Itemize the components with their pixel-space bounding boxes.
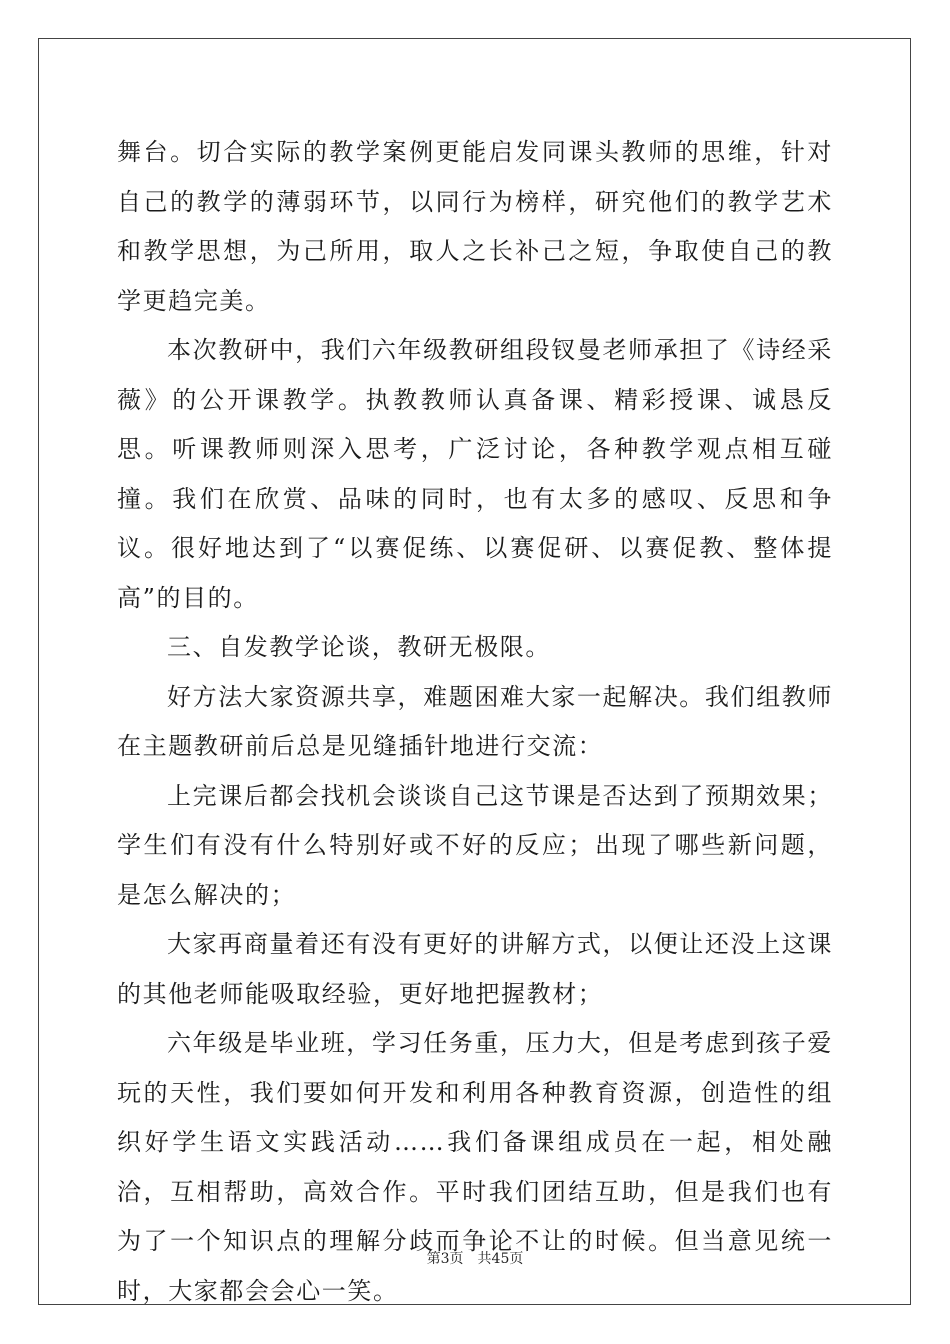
paragraph-5: 上完课后都会找机会谈谈自己这节课是否达到了预期效果；学生们有没有什么特别好或不好的反应；出现了哪些新问题，是怎么解决的； bbox=[117, 781, 833, 909]
document-body bbox=[117, 128, 833, 1316]
paragraph-4: 好方法大家资源共享，难题困难大家一起解决。我们组教师在主题教研前后总是见缝插针地进行交流： bbox=[117, 682, 833, 760]
paragraph-1: 舞台。切合实际的教学案例更能启发同课头教师的思维，针对自己的教学的薄弱环节，以同行为榜样，研究他们的教学艺术和教学思想，为己所用，取人之长补己之短，争取使自己的教学更趋完美。 bbox=[117, 138, 833, 315]
paragraph-6: 大家再商量着还有没有更好的讲解方式，以便让还没上这课的其他老师能吸取经验，更好地把握教材； bbox=[117, 930, 833, 1008]
paragraph-7: 六年级是毕业班，学习任务重，压力大，但是考虑到孩子爱玩的天性，我们要如何开发和利用各种教育资源，创造性的组织好学生语文实践活动……我们备课组成员在一起，相处融洽，互相帮助，高效合作。平时我们团结互助，但是我们也有为了一个知识点的理解分歧而争论不让的时候。但当意见统一时，大家都会会心一笑。 bbox=[117, 1029, 833, 1305]
paragraph-2: 本次教研中，我们六年级教研组段钗曼老师承担了《诗经采薇》的公开课教学。执教教师认真备课、精彩授课、诚恳反思。听课教师则深入思考，广泛讨论，各种教学观点相互碰撞。我们在欣赏、品味的同时，也有太多的感叹、反思和争议。很好地达到了“以赛促练、以赛促研、以赛促教、整体提高”的目的。 bbox=[117, 336, 833, 612]
section-heading: 三、自发教学论谈，教研无极限。 bbox=[167, 633, 551, 661]
page-number-total: 共45页 bbox=[477, 1251, 524, 1267]
page-footer bbox=[0, 1248, 950, 1268]
page-number-current: 第3页 bbox=[426, 1251, 464, 1267]
